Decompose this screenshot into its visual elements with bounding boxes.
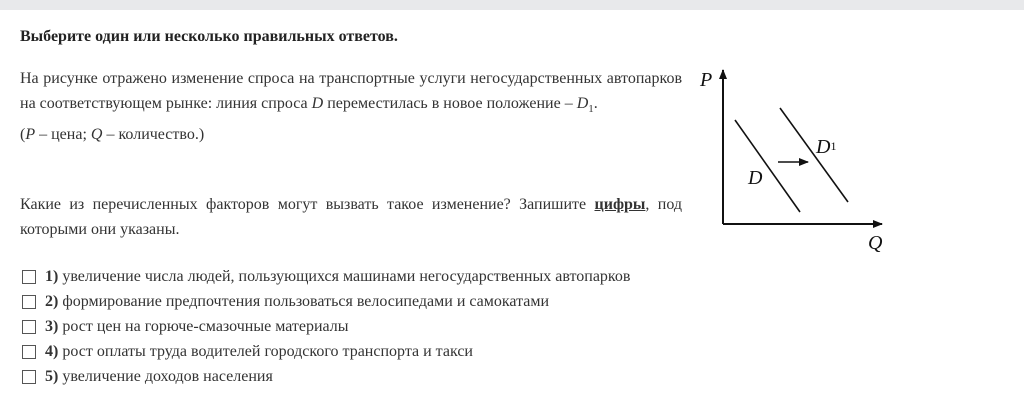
x-axis-label: Q <box>868 232 883 254</box>
option-text: увеличение числа людей, пользующихся машинами негосударственных автопарков <box>62 267 631 285</box>
option-number: 5) <box>45 367 59 385</box>
task-part1: Какие из перечисленных факторов могут вызвать такое изменение? Запишите <box>20 196 595 213</box>
checkbox-4[interactable] <box>22 345 36 359</box>
option-number: 2) <box>45 292 59 310</box>
curve-d1-label <box>815 136 836 158</box>
answer-option-5[interactable] <box>22 364 630 389</box>
checkbox-1[interactable] <box>22 270 36 284</box>
demand-shift-diagram <box>690 58 900 258</box>
answer-option-3[interactable] <box>22 314 630 339</box>
option-text: рост цен на горюче-смазочные материалы <box>62 317 349 335</box>
instruction-heading: Выберите один или несколько правильных ответов. <box>20 28 398 45</box>
legend-mid: – цена; <box>35 126 91 144</box>
task-text <box>20 192 682 242</box>
curve-d1-letter: D <box>816 136 831 158</box>
option-number: 3) <box>45 317 59 335</box>
question-part2: переместилась в новое положение – <box>323 95 577 112</box>
demand-curve-d <box>735 120 800 212</box>
curve-d1-subscript: 1 <box>830 139 837 153</box>
answer-options <box>22 264 630 389</box>
checkbox-3[interactable] <box>22 320 36 334</box>
answer-option-4[interactable] <box>22 339 630 364</box>
checkbox-5[interactable] <box>22 370 36 384</box>
question-d1-subscript: 1 <box>588 103 594 116</box>
demand-curve-d1 <box>780 108 848 202</box>
option-text: увеличение доходов населения <box>62 367 273 385</box>
answer-option-1[interactable] <box>22 264 630 289</box>
curve-d-label: D <box>748 167 763 189</box>
option-text: формирование предпочтения пользоваться велосипедами и самокатами <box>62 292 550 310</box>
legend-close: – количество.) <box>102 126 205 144</box>
y-axis-label: P <box>700 69 713 91</box>
option-text: рост оплаты труда водителей городского транспорта и такси <box>62 342 473 360</box>
question-d1-symbol: D <box>576 95 589 112</box>
legend-open: ( <box>20 126 26 144</box>
option-number: 4) <box>45 342 59 360</box>
legend-p-symbol: P <box>25 126 36 144</box>
question-text <box>20 66 682 147</box>
task-emphasis: цифры <box>594 196 646 213</box>
question-part1: На рисунке отражено изменение спроса на транспортные услуги негосударственных автопарков на соответствующем рынке: линия спроса <box>20 70 682 112</box>
answer-option-2[interactable] <box>22 289 630 314</box>
checkbox-2[interactable] <box>22 295 36 309</box>
question-part3: . <box>593 95 598 112</box>
option-number: 1) <box>45 267 59 285</box>
question-d-symbol: D <box>311 95 324 112</box>
task-part2: , под которыми они указаны. <box>20 196 682 238</box>
legend-q-symbol: Q <box>90 126 103 144</box>
top-bar <box>0 0 1024 10</box>
